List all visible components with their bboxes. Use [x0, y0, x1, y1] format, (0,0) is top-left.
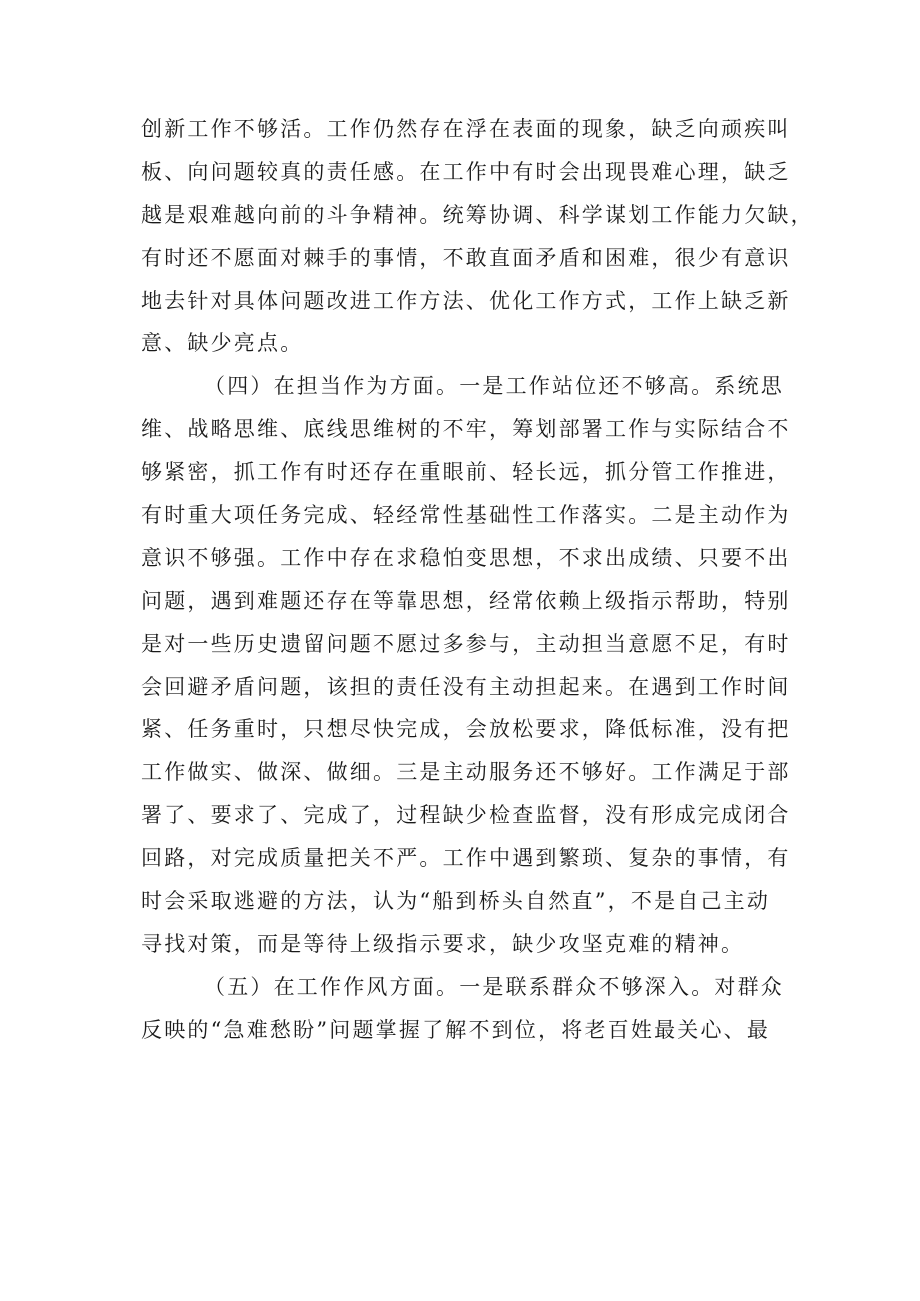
body-text [141, 108, 814, 1052]
text-line: 有时重大项任务完成、轻经常性基础性工作落实。二是主动作为 [141, 503, 791, 528]
text-line: 时会采取逃避的方法，认为“船到桥头自然直”，不是自己主动 [141, 889, 771, 914]
text-line: 紧、任务重时，只想尽快完成，会放松要求，降低标准，没有把 [141, 717, 791, 742]
text-line: 寻找对策，而是等待上级指示要求，缺少攻坚克难的精神。 [141, 931, 745, 956]
text-line: 维、战略思维、底线思维树的不牢，筹划部署工作与实际结合不 [141, 417, 791, 442]
text-line: 地去针对具体问题改进工作方法、优化工作方式，工作上缺乏新 [141, 288, 791, 313]
text-line: 板、向问题较真的责任感。在工作中有时会出现畏难心理，缺乏 [141, 159, 791, 184]
text-line: 意识不够强。工作中存在求稳怕变思想，不求出成绩、只要不出 [141, 545, 791, 570]
section-heading-line: （四）在担当作为方面。一是工作站位还不够高。系统思 [204, 374, 784, 399]
section-heading-line: （五）在工作作风方面。一是联系群众不够深入。对群众 [204, 974, 784, 999]
text-line: 够紧密，抓工作有时还存在重眼前、轻长远，抓分管工作推进， [141, 460, 791, 485]
text-line: 意、缺少亮点。 [141, 331, 304, 356]
text-line: 署了、要求了、完成了，过程缺少检查监督，没有形成完成闭合 [141, 803, 791, 828]
text-line: 会回避矛盾问题，该担的责任没有主动担起来。在遇到工作时间 [141, 674, 791, 699]
text-line: 回路，对完成质量把关不严。工作中遇到繁琐、复杂的事情，有 [141, 846, 791, 871]
text-line: 有时还不愿面对棘手的事情，不敢直面矛盾和困难，很少有意识 [141, 245, 791, 270]
text-line: 越是艰难越向前的斗争精神。统筹协调、科学谋划工作能力欠缺， [141, 202, 814, 227]
text-line: 工作做实、做深、做细。三是主动服务还不够好。工作满足于部 [141, 760, 791, 785]
text-line: 是对一些历史遗留问题不愿过多参与，主动担当意愿不足，有时 [141, 631, 791, 656]
text-line: 问题，遇到难题还存在等靠思想，经常依赖上级指示帮助，特别 [141, 588, 791, 613]
text-line: 创新工作不够活。工作仍然存在浮在表面的现象，缺乏向顽疾叫 [141, 117, 791, 141]
text-line: 反映的“急难愁盼”问题掌握了解不到位，将老百姓最关心、最 [141, 1017, 771, 1042]
